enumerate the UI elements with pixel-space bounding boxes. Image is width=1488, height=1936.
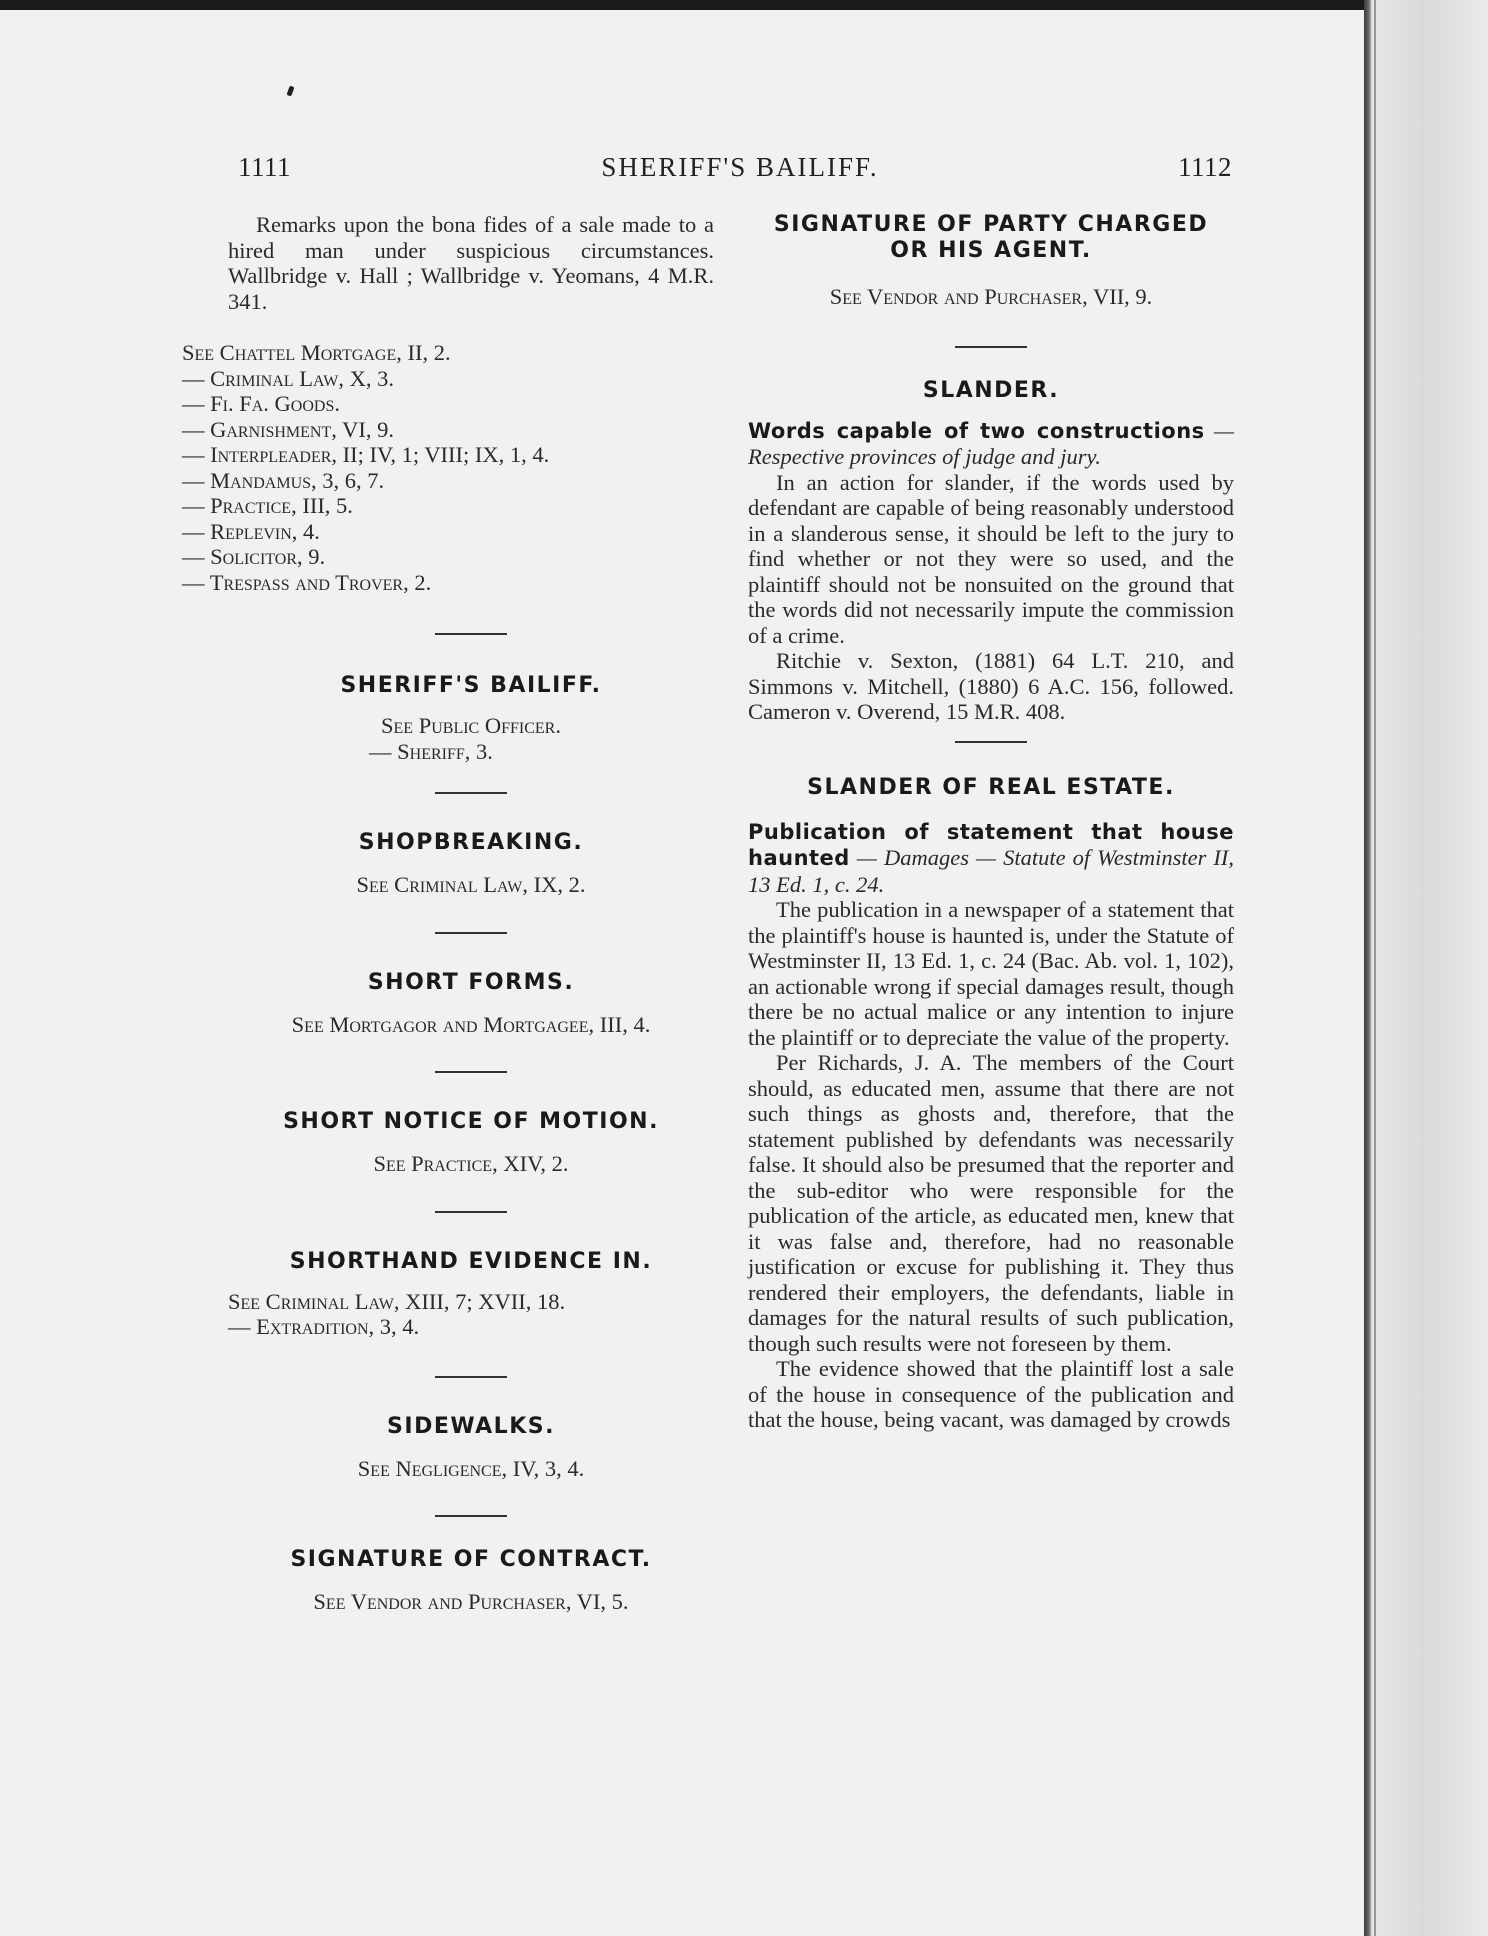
section-heading: SHOPBREAKING.	[358, 830, 584, 855]
headnote-topic: Words capable of two constructions	[748, 418, 1205, 443]
case-headnote	[748, 418, 1234, 470]
right-page-number: 1112	[1178, 152, 1232, 182]
section-heading: SHORTHAND EVIDENCE IN.	[289, 1248, 653, 1274]
see-list-item: — Practice, III, 5.	[182, 493, 353, 518]
page-edge-line	[1374, 0, 1376, 1936]
cross-reference: See Criminal Law, IX, 2.	[356, 872, 586, 897]
see-list-item: See Chattel Mortgage, II, 2.	[182, 340, 451, 365]
cross-reference: — Extradition, 3, 4.	[228, 1314, 420, 1339]
case-headnote	[748, 819, 1234, 898]
section-heading: SHERIFF'S BAILIFF.	[340, 673, 602, 698]
running-header: SHERIFF'S BAILIFF.	[601, 152, 879, 182]
section-divider	[435, 932, 507, 934]
case-paragraph: The publication in a newspaper of a statement that the plaintiff's house is haunted is, under the Statute of Westminster II, 13 Ed. 1, c. 24 (Bac. Ab. vol. 1, 102), an actionable wrong if special damages result, though there be no actual malice or any intention to injure the plaintiff or to depreciate the value of the property.	[748, 897, 1234, 1050]
section-heading: SIDEWALKS.	[387, 1413, 555, 1439]
cross-reference: See Mortgagor and Mortgagee, III, 4.	[291, 1011, 651, 1037]
section-heading: SHORT NOTICE OF MOTION.	[283, 1109, 659, 1134]
see-list-item: — Replevin, 4.	[182, 518, 320, 544]
case-citation: Ritchie v. Sexton, (1881) 64 L.T. 210, and Simmons v. Mitchell, (1880) 6 A.C. 156, followed. Cameron v. Overend, 15 M.R. 408.	[748, 648, 1234, 724]
section-heading: SLANDER OF REAL ESTATE.	[807, 774, 1175, 800]
see-list-item: — Interpleader, II; IV, 1; VIII; IX, 1, 4.	[182, 442, 550, 467]
cross-reference: See Vendor and Purchaser, VI, 5.	[313, 1589, 629, 1614]
book-spine-edge	[1364, 0, 1488, 1936]
headnote-subtopic: — Damages — Statute of Westminster II, 13 Ed. 1, c. 24.	[748, 845, 1235, 897]
left-page-number: 1111	[238, 152, 291, 182]
right-column	[748, 212, 1234, 1433]
case-paragraph: The evidence showed that the plaintiff lost a sale of the house in consequence of the publication and that the house, being vacant, was damaged by crowds	[748, 1356, 1234, 1432]
see-list-item: — Trespass and Trover, 2.	[182, 569, 432, 595]
cross-reference: See Practice, XIV, 2.	[373, 1151, 569, 1176]
cross-reference: See Criminal Law, XIII, 7; XVII, 18.	[228, 1288, 566, 1314]
section-heading: SLANDER.	[922, 377, 1060, 403]
see-list	[182, 340, 714, 595]
see-list-item: — Solicitor, 9.	[182, 544, 326, 569]
headnote-topic: Publication of statement that house haunted	[748, 819, 1234, 870]
cross-reference: See Negligence, IV, 3, 4.	[357, 1455, 585, 1481]
intro-paragraph: Remarks upon the bona fides of a sale made to a hired man under suspicious circumstances. Wallbridge v. Hall ; Wallbridge v. Yeomans, 4 M.R. 341.	[228, 212, 714, 314]
scan-top-border	[0, 0, 1488, 10]
see-list-item: — Criminal Law, X, 3.	[182, 365, 394, 391]
section-heading: SHORT FORMS.	[367, 969, 575, 995]
see-list-item: — Garnishment, VI, 9.	[182, 416, 394, 442]
section-divider	[435, 633, 507, 635]
section-heading: SIGNATURE OF CONTRACT.	[290, 1547, 652, 1572]
cross-reference: See Public Officer.	[381, 713, 561, 738]
section-divider	[955, 346, 1027, 348]
section-divider	[435, 1071, 507, 1073]
cross-reference: See Vendor and Purchaser, VII, 9.	[829, 284, 1153, 309]
section-divider	[435, 1515, 507, 1517]
see-list-item: — Fi. Fa. Goods.	[182, 391, 340, 416]
section-divider	[435, 792, 507, 794]
case-paragraph: In an action for slander, if the words used by defendant are capable of being reasonably understood in a slanderous sense, it should be left to the jury to find whether or not they were so used, and the plaintiff should not be nonsuited on the ground that the words did not necessarily impute the commission of a crime.	[748, 469, 1234, 648]
left-column	[182, 212, 714, 1615]
see-list-item: — Mandamus, 3, 6, 7.	[182, 467, 385, 493]
section-divider	[435, 1376, 507, 1378]
headnote-subtopic: — Respective provinces of judge and jury.	[748, 417, 1234, 469]
cross-reference: — Sheriff, 3.	[369, 738, 493, 764]
section-heading: SIGNATURE OF PARTY CHARGED OR HIS AGENT.	[773, 212, 1209, 263]
section-divider	[955, 741, 1027, 743]
section-divider	[435, 1211, 507, 1213]
case-paragraph: Per Richards, J. A. The members of the Court should, as educated men, assume that there are not such things as ghosts and, therefore, that the statement published by defendants was necessarily false. It should also be presumed that the reporter and the sub-editor who were responsible for the publication of the article, as educated men, knew that it was false and, therefore, had no reasonable justification or excuse for publishing it. They thus rendered their employers, the defendants, liable in damages for the natural results of such publication, though such results were not foreseen by them.	[748, 1050, 1234, 1356]
